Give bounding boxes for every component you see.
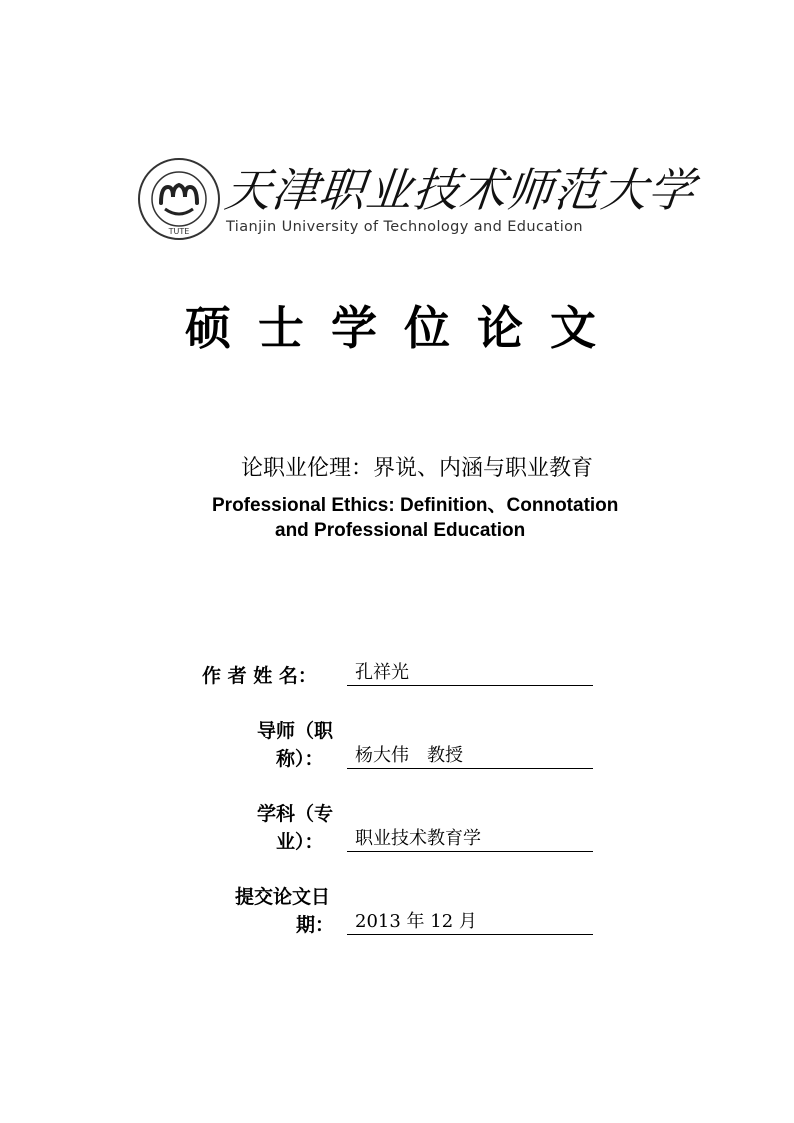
university-seal-logo	[137, 157, 221, 241]
date-label-line-2: 期：	[296, 914, 335, 936]
university-name-english: Tianjin University of Technology and Education	[226, 219, 584, 235]
thesis-title-english-line-1: Professional Ethics: Definition、Connotation	[212, 495, 619, 516]
advisor-value: 杨大伟 教授	[347, 744, 593, 769]
discipline-label-line-2: 业）：	[276, 831, 324, 853]
date-label-line-1: 提交论文日	[235, 886, 331, 908]
advisor-label-line-1: 导师（职	[257, 720, 334, 742]
discipline-value: 职业技术教育学	[347, 827, 593, 852]
discipline-label-line-1: 学科（专	[257, 803, 334, 825]
author-value: 孔祥光	[347, 661, 593, 686]
thesis-title-chinese: 论职业伦理：界说、内涵与职业教育	[241, 456, 594, 481]
date-value: 2013 年 12 月	[347, 910, 593, 935]
seal-text: TUTE	[168, 227, 190, 236]
advisor-label-line-2: 称）：	[276, 748, 324, 770]
thesis-title-english-line-2: and Professional Education	[275, 520, 526, 541]
author-label: 作 者 姓 名：	[202, 665, 317, 687]
degree-title: 硕士学位论文	[185, 301, 623, 355]
university-name-chinese: 天津职业技术师范大学	[222, 163, 698, 217]
